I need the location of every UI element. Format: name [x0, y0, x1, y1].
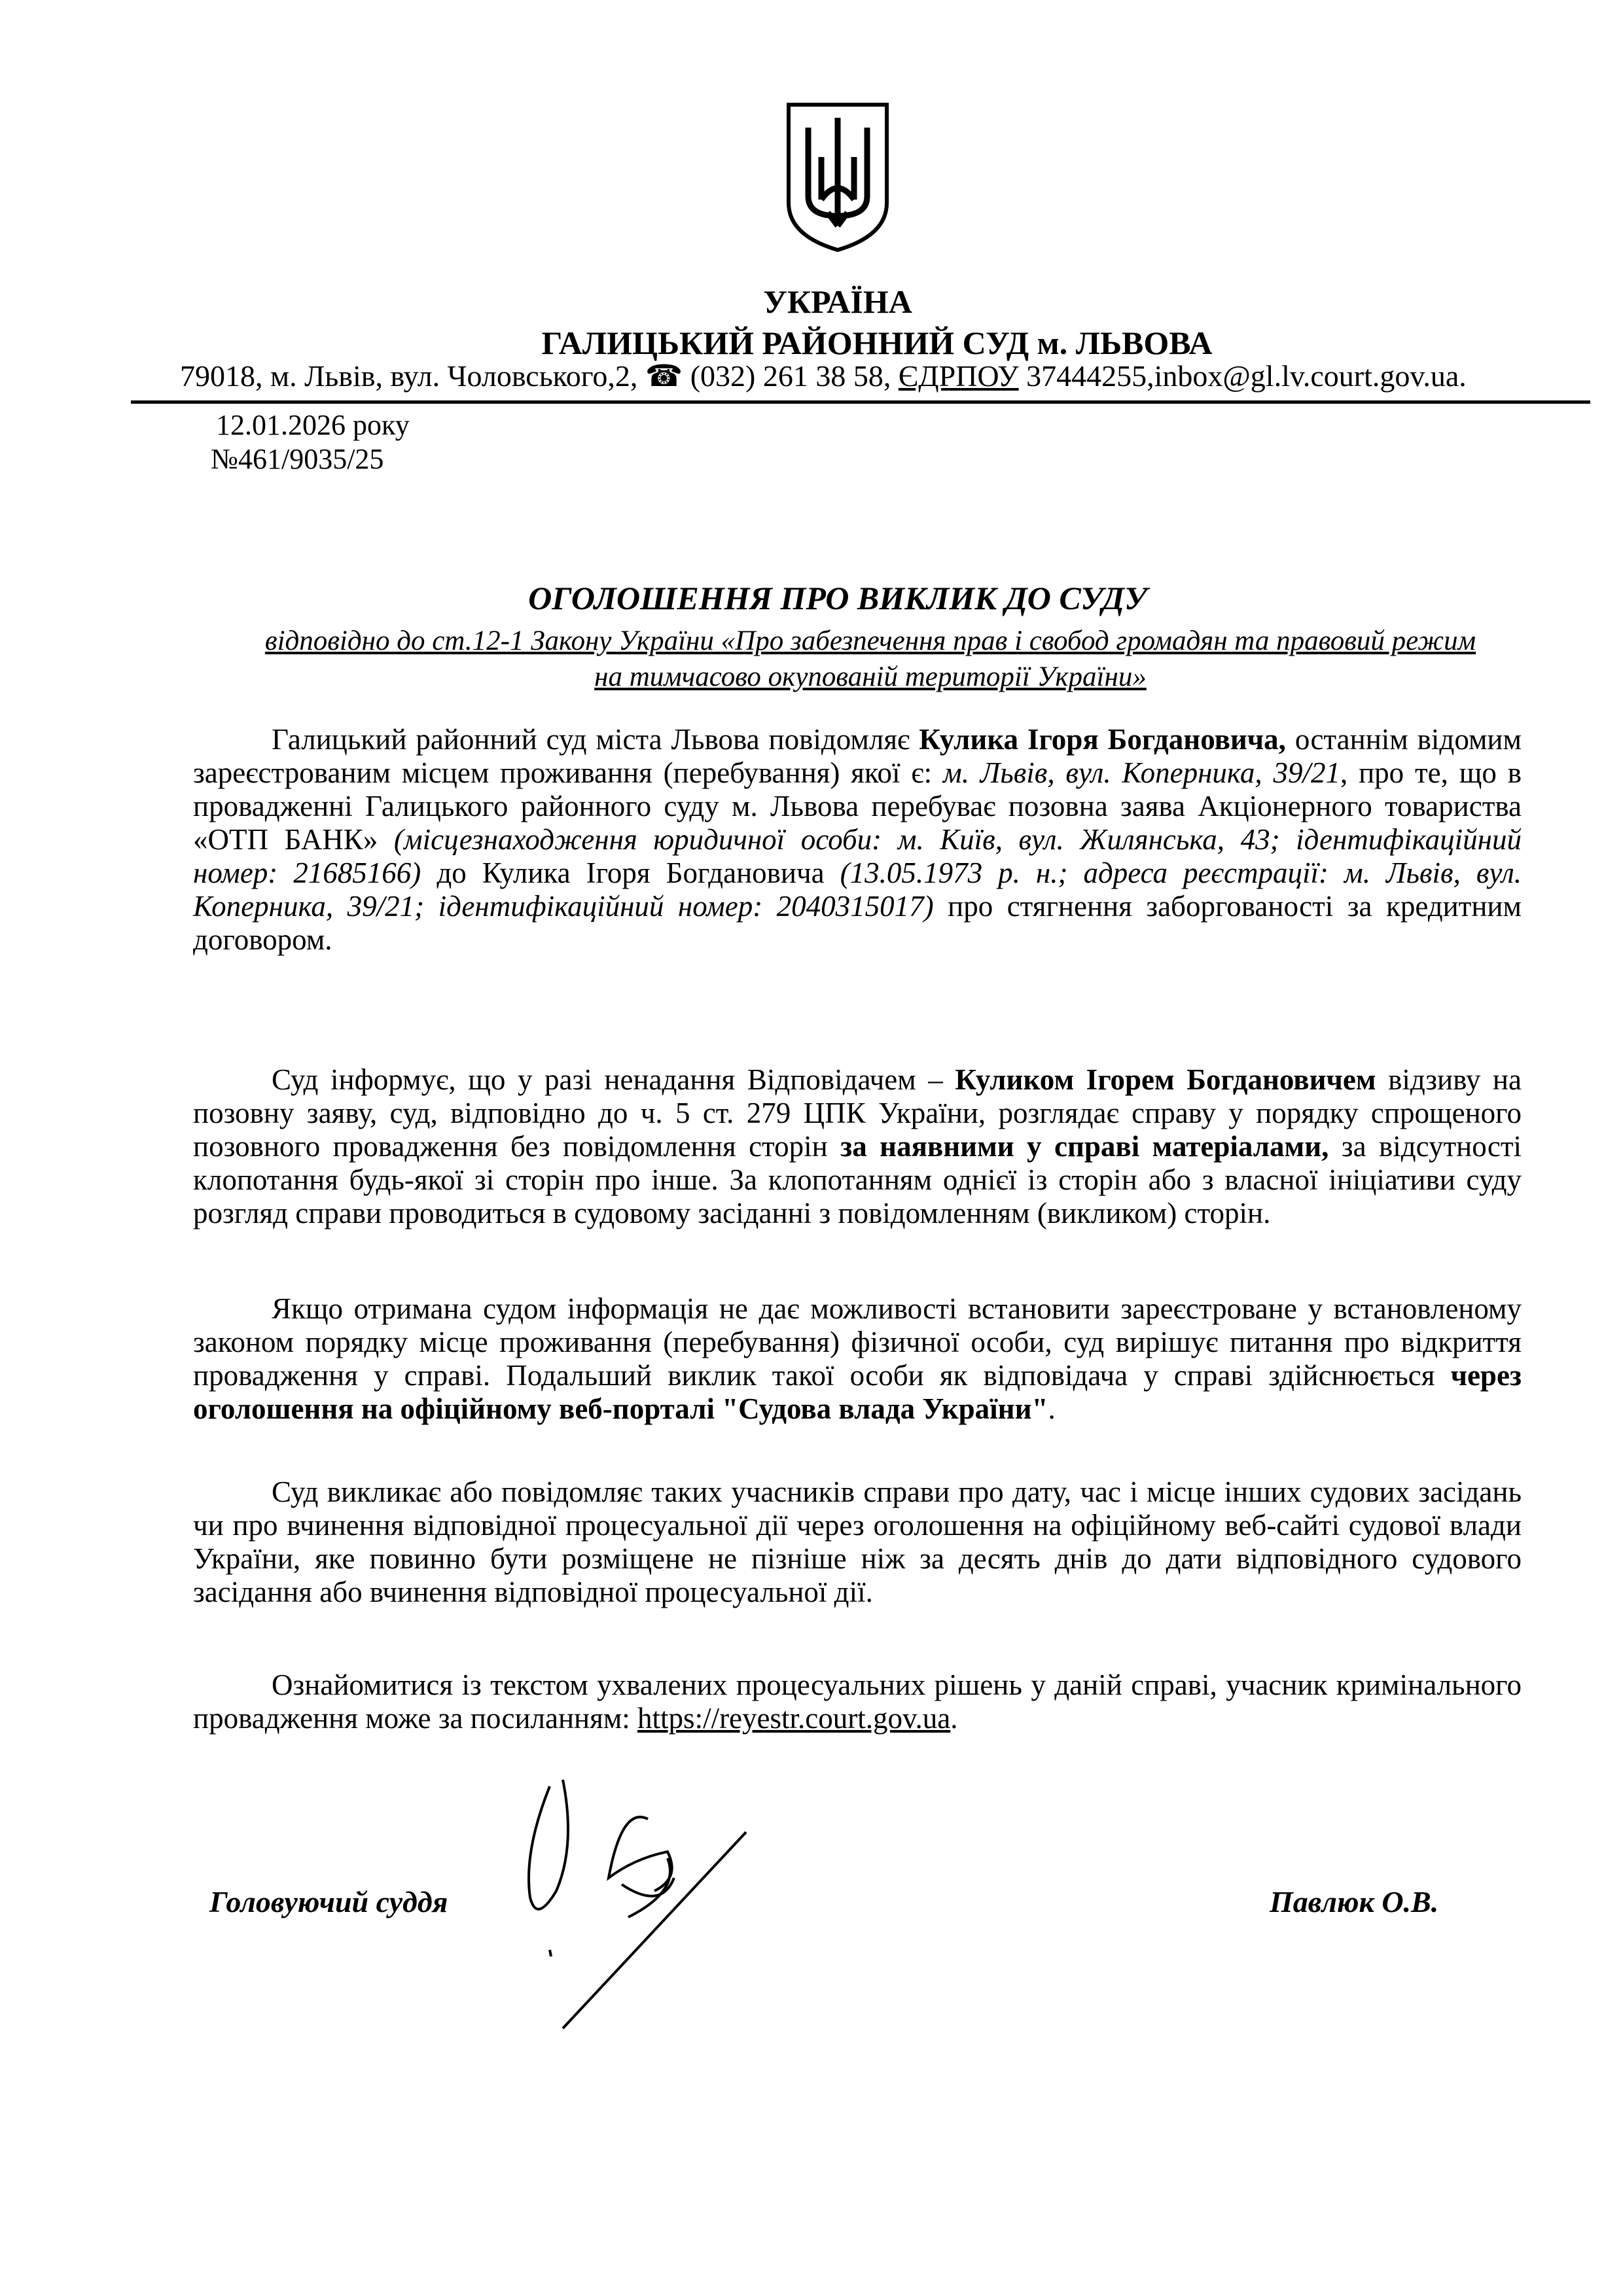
case-number: №461/9035/25 [211, 443, 384, 475]
text: за відсутності клопотання будь-якої зі сторін про інше. За клопотанням однієї із сторін або з власної ініціативи суду розгляд справи проводиться в судовому засіданні з повідомленням (викликом) сторін. [193, 1130, 1522, 1229]
text: Суд викликає або повідомляє таких учасників справи про дату, час і місце інших судових засідань чи про вчинення відповідної процесуальної дії через оголошення на офіційному веб-сайті судової влади України, яке повинно бути розміщене не пізніше ніж за десять днів до дати відповідного судового засідання або вчинення відповідної процесуальної дії. [193, 1475, 1522, 1608]
court-address [180, 359, 1467, 394]
text: Суд інформує, що у разі ненадання Відповідачем – [272, 1063, 955, 1096]
text: Галицький районний суд міста Львова повідомляє [272, 723, 919, 756]
paragraph-address-unknown [193, 1292, 1522, 1426]
text: , про те, що в провадженні Галицького районного суду м. Львова перебуває позовна заява Акціонерного товариства «ОТП БАНК» [193, 756, 1522, 856]
document-heading: ОГОЛОШЕННЯ ПРО ВИКЛИК ДО СУДУ [528, 580, 1147, 616]
address-text: 79018, м. Львів, вул. Чоловського,2, [180, 359, 638, 393]
phone-number: (032) 261 38 58, [690, 359, 891, 393]
defendant-name: Куликом Ігорем Богдановичем [955, 1063, 1376, 1096]
text: до Кулика Ігоря Богдановича [421, 857, 840, 889]
text: Якщо отримана судом інформація не дає можливості встановити зареєстроване у встановленому законом порядку місце проживання (перебування) фізичної особи, суд вирішує питання про відкриття провадження у справі. Подальший виклик такої особи як відповідача у справі здійснюється [193, 1292, 1522, 1392]
text: відзиву на позовну заяву, суд, відповідно до ч. 5 ст. 279 ЦПК України, розглядає справу у порядку спрощеного позовного провадження без повідомлення сторін [193, 1063, 1522, 1163]
judge-name: Павлюк О.В. [1270, 1885, 1439, 1918]
document-date: 12.01.2026 року [216, 409, 410, 441]
judge-label: Головуючий суддя [209, 1885, 448, 1918]
header-divider [131, 400, 1590, 404]
text: про стягнення заборгованості за кредитним договором. [193, 890, 1522, 956]
registry-link[interactable]: https://reyestr.court.gov.ua [637, 1702, 951, 1735]
coat-of-arms-trident-icon [782, 98, 893, 255]
signature [510, 1760, 812, 2035]
heading-subtitle: відповідно до ст.12-1 Закону України «Про забезпечення прав і свобод громадян та правовий режим [264, 626, 1476, 656]
bold-text: через оголошення на офіційному веб-порталі "Судова влада України" [193, 1359, 1522, 1425]
defendant-details: (13.05.1973 р. н.; адреса реєстрації: м. Львів, вул. Коперника, 39/21; ідентифікаційний номер: 2040315017) [193, 857, 1522, 923]
bold-text: за наявними у справі матеріалами, [840, 1130, 1329, 1163]
text: . [950, 1702, 958, 1735]
paragraph-notice [193, 723, 1522, 957]
country-name: УКРАЇНА [763, 283, 912, 320]
text: . [1048, 1392, 1056, 1425]
paragraph-link [193, 1669, 1522, 1735]
heading-subtitle-2: на тимчасово окупованій території України» [594, 662, 1147, 692]
text: останнім відомим зареєстрованим місцем проживання (перебування) якої є: [193, 723, 1522, 789]
paragraph-summons [193, 1475, 1522, 1609]
defendant-name: Кулика Ігоря Богдановича, [919, 723, 1286, 756]
edrpou-email: 37444255,inbox@gl.lv.court.gov.ua. [1018, 359, 1467, 393]
paragraph-court-info [193, 1063, 1522, 1230]
phone-icon: ☎ [645, 359, 683, 393]
plaintiff-details: (місцезнаходження юридичної особи: м. Київ, вул. Жилянська, 43; ідентифікаційний номер: 21685166) [193, 823, 1522, 889]
court-name: ГАЛИЦЬКИЙ РАЙОННИЙ СУД м. ЛЬВОВА [541, 325, 1213, 361]
address: м. Львів, вул. Коперника, 39/21 [942, 756, 1340, 789]
text: Ознайомитися із текстом ухвалених процесуальних рішень у даній справі, учасник кримінального провадження може за посиланням: [193, 1669, 1522, 1735]
edrpou-label: ЄДРПОУ [898, 359, 1019, 393]
